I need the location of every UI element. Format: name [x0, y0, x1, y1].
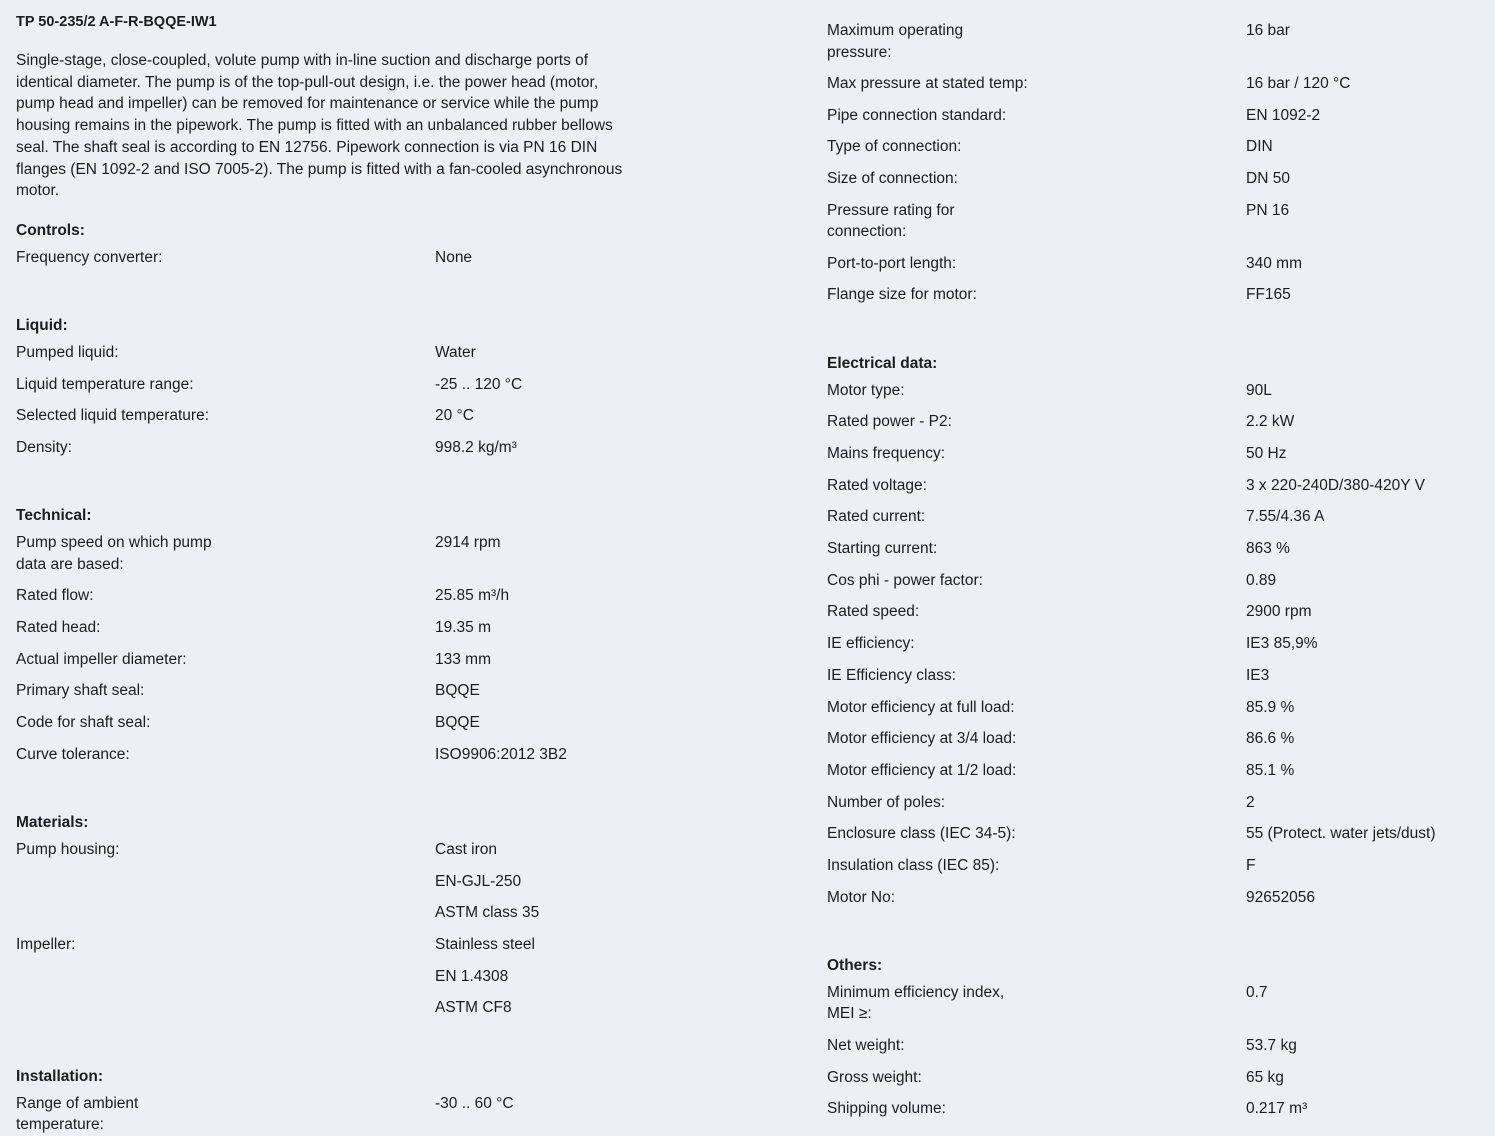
- spec-label: Flange size for motor:: [827, 286, 977, 304]
- spec-label: [16, 997, 435, 1029]
- spec-value: 133 mm: [435, 650, 491, 668]
- spec-value: 65 kg: [1246, 1068, 1284, 1086]
- spec-label: Minimum efficiency index, MEI ≥:: [827, 983, 1005, 1023]
- spec-row: [16, 997, 636, 1029]
- others-heading: Others:: [827, 956, 883, 974]
- spec-value: 0.7: [1246, 983, 1268, 1001]
- spec-label: Code for shaft seal:: [16, 714, 151, 732]
- spec-row: [16, 342, 636, 374]
- spec-value: -30 .. 60 °C: [435, 1094, 514, 1112]
- spec-value: Cast iron: [435, 840, 498, 858]
- spec-label: Pump speed on which pump data are based:: [16, 534, 212, 573]
- spec-value: 863 %: [1246, 540, 1290, 558]
- spec-row: [16, 374, 636, 406]
- product-title: TP 50-235/2 A-F-R-BQQE-IW1: [16, 14, 217, 30]
- spec-value: 92652056: [1246, 888, 1315, 906]
- spec-value: PN 16: [1246, 201, 1290, 219]
- spec-row: [827, 538, 1477, 570]
- spec-row: [827, 284, 1477, 316]
- spec-value: 2914 rpm: [435, 534, 501, 552]
- spec-value: ASTM CF8: [435, 999, 512, 1017]
- spec-value: EN 1.4308: [435, 967, 509, 985]
- spec-value: 7.55/4.36 A: [1246, 508, 1325, 526]
- spec-row: [827, 200, 1477, 253]
- spec-value: 20 °C: [435, 407, 474, 425]
- spec-label: Rated head:: [16, 619, 101, 637]
- spec-row: [16, 532, 636, 585]
- spec-label: IE efficiency:: [827, 635, 915, 653]
- spec-label: Pipe connection standard:: [827, 106, 1007, 124]
- spec-value: BQQE: [435, 714, 480, 732]
- spec-row: [16, 902, 636, 934]
- spec-label: Impeller:: [16, 936, 76, 954]
- spec-row: [827, 633, 1477, 665]
- spec-row: [827, 665, 1477, 697]
- spec-value: ASTM class 35: [435, 904, 540, 922]
- spec-row: [16, 585, 636, 617]
- spec-label: Range of ambient temperature:: [16, 1094, 139, 1134]
- spec-row: [16, 934, 636, 966]
- spec-value: 2: [1246, 793, 1255, 811]
- spec-value: 340 mm: [1246, 254, 1302, 272]
- spec-value: 55 (Protect. water jets/dust): [1246, 825, 1436, 843]
- controls-heading: Controls:: [16, 221, 85, 239]
- spec-value: FF165: [1246, 286, 1291, 304]
- spec-row: [827, 728, 1477, 760]
- spec-row: [827, 697, 1477, 729]
- materials-heading: Materials:: [16, 813, 89, 831]
- spec-row: [827, 570, 1477, 602]
- spec-label: Rated current:: [827, 508, 926, 526]
- spec-value: 3 x 220-240D/380-420Y V: [1246, 476, 1425, 494]
- spec-row: [827, 887, 1477, 919]
- spec-row: [827, 792, 1477, 824]
- spec-row: [827, 1098, 1477, 1130]
- spec-label: Motor No:: [827, 888, 896, 906]
- spec-row: [827, 105, 1477, 137]
- spec-label: Net weight:: [827, 1036, 905, 1054]
- spec-value: DIN: [1246, 138, 1273, 156]
- spec-row: [827, 855, 1477, 887]
- spec-row: [827, 475, 1477, 507]
- spec-value: Water: [435, 344, 476, 362]
- spec-label: Number of poles:: [827, 793, 946, 811]
- spec-label: [16, 902, 435, 934]
- spec-label: Motor efficiency at full load:: [827, 698, 1015, 716]
- spec-row: [827, 73, 1477, 105]
- spec-label: Motor type:: [827, 381, 905, 399]
- left-column: [16, 14, 636, 1136]
- spec-row: [827, 443, 1477, 475]
- spec-value: 90L: [1246, 381, 1272, 399]
- spec-value: 16 bar / 120 °C: [1246, 75, 1351, 92]
- spec-row: [827, 760, 1477, 792]
- spec-row: [827, 411, 1477, 443]
- spec-row: [827, 380, 1477, 412]
- spec-label: Insulation class (IEC 85):: [827, 856, 1000, 874]
- spec-value: IE3: [1246, 666, 1270, 684]
- spec-value: 86.6 %: [1246, 730, 1295, 748]
- spec-value: 0.217 m³: [1246, 1100, 1308, 1118]
- spec-label: Rated speed:: [827, 603, 920, 621]
- spec-row: [16, 680, 636, 712]
- spec-label: Frequency converter:: [16, 248, 163, 266]
- spec-row: [827, 601, 1477, 633]
- right-column: [827, 20, 1477, 1130]
- spec-label: Type of connection:: [827, 138, 962, 156]
- spec-label: Pump housing:: [16, 840, 120, 858]
- spec-label: Max pressure at stated temp:: [827, 75, 1028, 92]
- spec-label: Rated voltage:: [827, 476, 927, 494]
- spec-label: Liquid temperature range:: [16, 375, 194, 393]
- spec-value: 0.89: [1246, 571, 1277, 589]
- spec-value: IE3 85,9%: [1246, 635, 1318, 653]
- spec-row: [16, 871, 636, 903]
- spec-label: Enclosure class (IEC 34-5):: [827, 825, 1016, 843]
- spec-value: DN 50: [1246, 170, 1290, 188]
- spec-value: F: [1246, 856, 1256, 874]
- spec-label: Actual impeller diameter:: [16, 650, 187, 668]
- spec-value: Stainless steel: [435, 936, 535, 954]
- spec-label: Maximum operating pressure:: [827, 22, 964, 61]
- technical-heading: Technical:: [16, 507, 92, 525]
- liquid-heading: Liquid:: [16, 317, 68, 335]
- spec-label: Cos phi - power factor:: [827, 571, 983, 589]
- spec-value: 25.85 m³/h: [435, 587, 510, 605]
- spec-label: Rated flow:: [16, 587, 94, 605]
- spec-row: [827, 253, 1477, 285]
- spec-label: IE Efficiency class:: [827, 666, 956, 684]
- spec-value: 53.7 kg: [1246, 1036, 1297, 1054]
- spec-row: [16, 1093, 636, 1136]
- spec-value: 19.35 m: [435, 619, 492, 637]
- spec-label: Pressure rating for connection:: [827, 201, 955, 241]
- spec-row: [16, 712, 636, 744]
- spec-label: Rated power - P2:: [827, 413, 952, 431]
- spec-label: Shipping volume:: [827, 1100, 946, 1118]
- spec-label: Size of connection:: [827, 170, 958, 188]
- spec-value: 16 bar: [1246, 22, 1290, 39]
- spec-label: Selected liquid temperature:: [16, 407, 210, 425]
- spec-value: -25 .. 120 °C: [435, 375, 523, 393]
- spec-label: Curve tolerance:: [16, 745, 130, 763]
- spec-label: Motor efficiency at 1/2 load:: [827, 761, 1017, 779]
- spec-value: 998.2 kg/m³: [435, 439, 517, 457]
- spec-row: [827, 982, 1477, 1035]
- spec-row: [827, 823, 1477, 855]
- spec-label: Motor efficiency at 3/4 load:: [827, 730, 1017, 748]
- spec-value: 2900 rpm: [1246, 603, 1312, 621]
- spec-row: [16, 617, 636, 649]
- spec-row: [16, 839, 636, 871]
- spec-row: [827, 168, 1477, 200]
- spec-value: ISO9906:2012 3B2: [435, 745, 567, 763]
- spec-row: [16, 247, 636, 279]
- installation-heading: Installation:: [16, 1067, 103, 1085]
- spec-row: [827, 506, 1477, 538]
- spec-label: Mains frequency:: [827, 445, 946, 462]
- spec-row: [16, 405, 636, 437]
- spec-label: [16, 966, 435, 998]
- spec-value: EN 1092-2: [1246, 106, 1321, 124]
- spec-value: 85.9 %: [1246, 698, 1295, 716]
- product-description: Single-stage, close-coupled, volute pump with in-line suction and discharge ports of identical diameter. The pump is of the top-pull-out design, i.e. the power head (motor, pump head and impeller) can be removed for maintenance or service while the pump housing remains in the pipework. The pump is fitted with an unbalanced rubber bellows seal. The shaft seal is according to EN 12756. Pipework connection is via PN 16 DIN flanges (EN 1092-2 and ISO 7005-2). The pump is fitted with a fan-cooled asynchronous motor.: [16, 52, 623, 200]
- spec-value: 2.2 kW: [1246, 413, 1295, 431]
- spec-row: [827, 1067, 1477, 1099]
- spec-row: [16, 437, 636, 469]
- spec-row: [16, 966, 636, 998]
- spec-label: Density:: [16, 439, 72, 457]
- spec-row: [827, 20, 1477, 73]
- spec-row: [827, 1035, 1477, 1067]
- spec-row: [16, 744, 636, 776]
- spec-label: Primary shaft seal:: [16, 682, 145, 700]
- spec-label: Starting current:: [827, 540, 938, 558]
- spec-value: 85.1 %: [1246, 761, 1295, 779]
- electrical-heading: Electrical data:: [827, 354, 938, 372]
- spec-value: BQQE: [435, 682, 480, 700]
- spec-label: Gross weight:: [827, 1068, 922, 1086]
- spec-label: Pumped liquid:: [16, 344, 119, 362]
- spec-label: [16, 871, 435, 903]
- spec-row: [827, 136, 1477, 168]
- spec-label: Port-to-port length:: [827, 254, 957, 272]
- spec-value: 50 Hz: [1246, 445, 1287, 462]
- spec-row: [16, 649, 636, 681]
- spec-value: EN-GJL-250: [435, 872, 522, 890]
- spec-value: None: [435, 248, 473, 266]
